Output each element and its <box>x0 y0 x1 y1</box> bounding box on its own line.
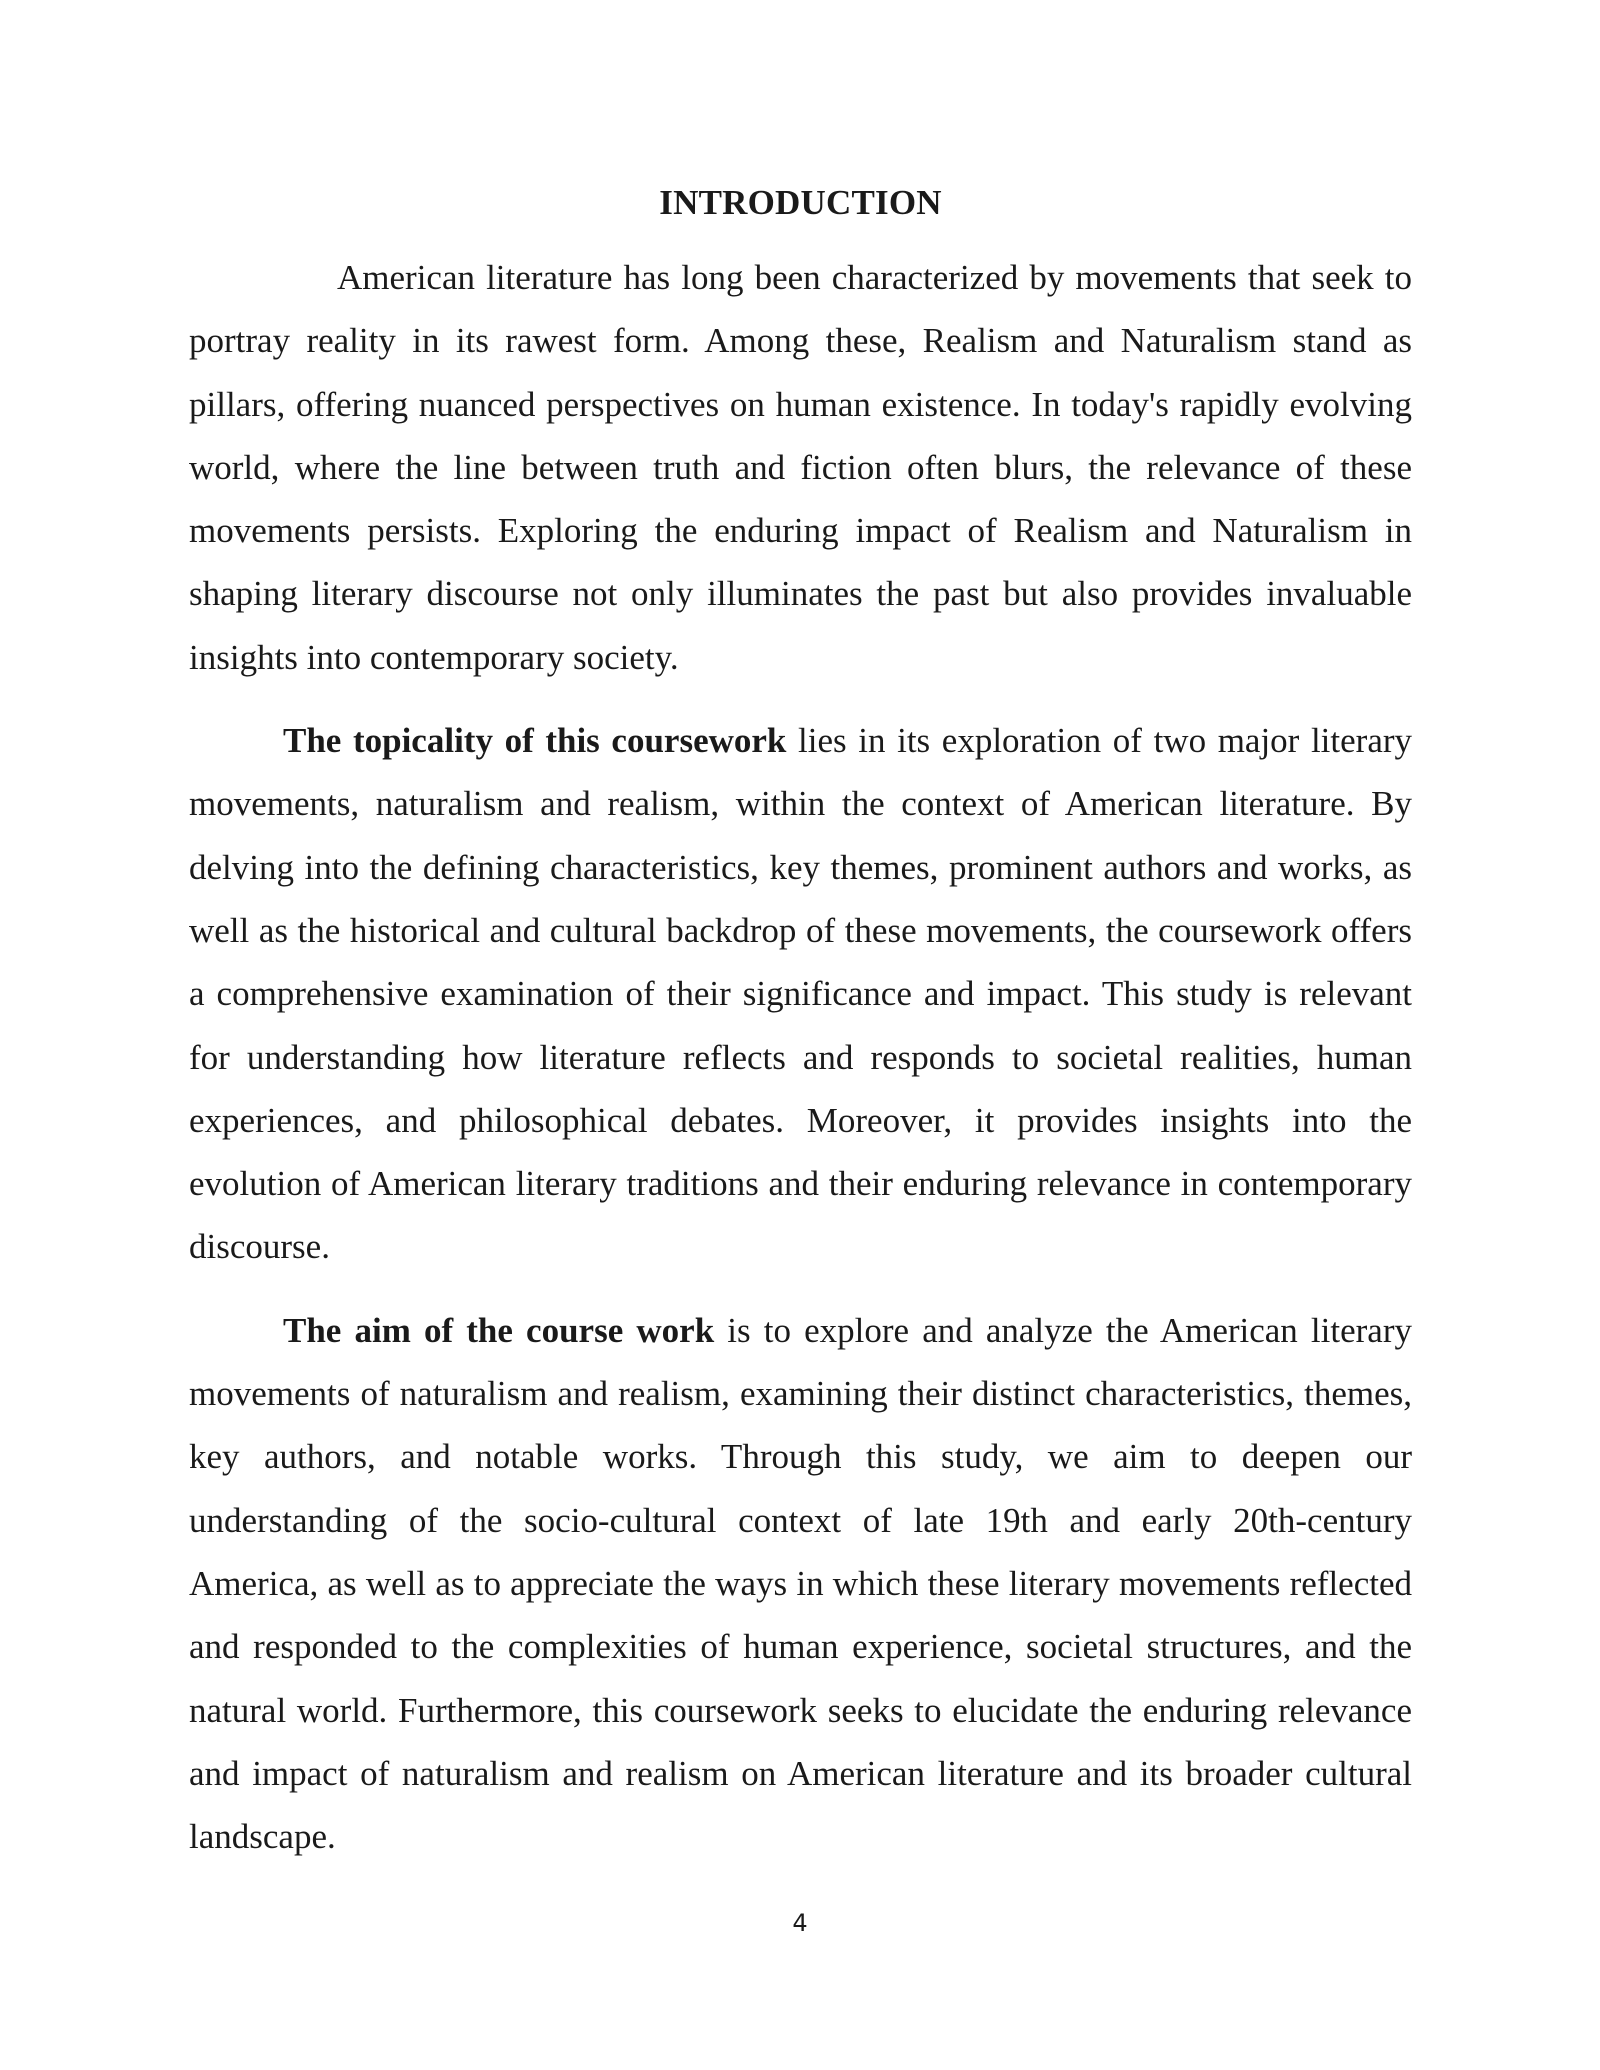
page-heading: INTRODUCTION <box>659 183 942 222</box>
paragraph-text: is to explore and analyze the American literary movements of naturalism and realism, examining their distinct characteristics, themes, key authors, and notable works. Through this study, we aim to deepen our understanding of the socio-cultural context of late 19th and early 20th-century America, as well as to appreciate the ways in which these literary movements reflected and responded to the complexities of human experience, societal structures, and the natural world. Furthermore, this coursework seeks to elucidate the enduring relevance and impact of naturalism and realism on American literature and its broader cultural landscape. <box>189 1310 1412 1857</box>
paragraph-lead-bold: The aim of the course work <box>283 1310 715 1350</box>
paragraph-lead-bold: The topicality of this coursework <box>283 721 787 761</box>
paragraph-topicality <box>189 709 1412 1279</box>
page-content <box>189 178 1412 1888</box>
page-number: 4 <box>792 1909 808 1937</box>
paragraph-aim <box>189 1299 1412 1869</box>
paragraph-introduction <box>189 246 1412 689</box>
paragraph-text: lies in its exploration of two major literary movements, naturalism and realism, within the context of American literature. By delving into the defining characteristics, key themes, prominent authors and works, as well as the historical and cultural backdrop of these movements, the coursework offers a comprehensive examination of their significance and impact. This study is relevant for understanding how literature reflects and responds to societal realities, human experiences, and philosophical debates. Moreover, it provides insights into the evolution of American literary traditions and their enduring relevance in contemporary discourse. <box>189 721 1413 1267</box>
paragraph-text: American literature has long been characterized by movements that seek to portray reality in its rawest form. Among these, Realism and Naturalism stand as pillars, offering nuanced perspectives on human existence. In today's rapidly evolving world, where the line between truth and fiction often blurs, the relevance of these movements persists. Exploring the enduring impact of Realism and Naturalism in shaping literary discourse not only illuminates the past but also provides invaluable insights into contemporary society. <box>189 258 1412 677</box>
